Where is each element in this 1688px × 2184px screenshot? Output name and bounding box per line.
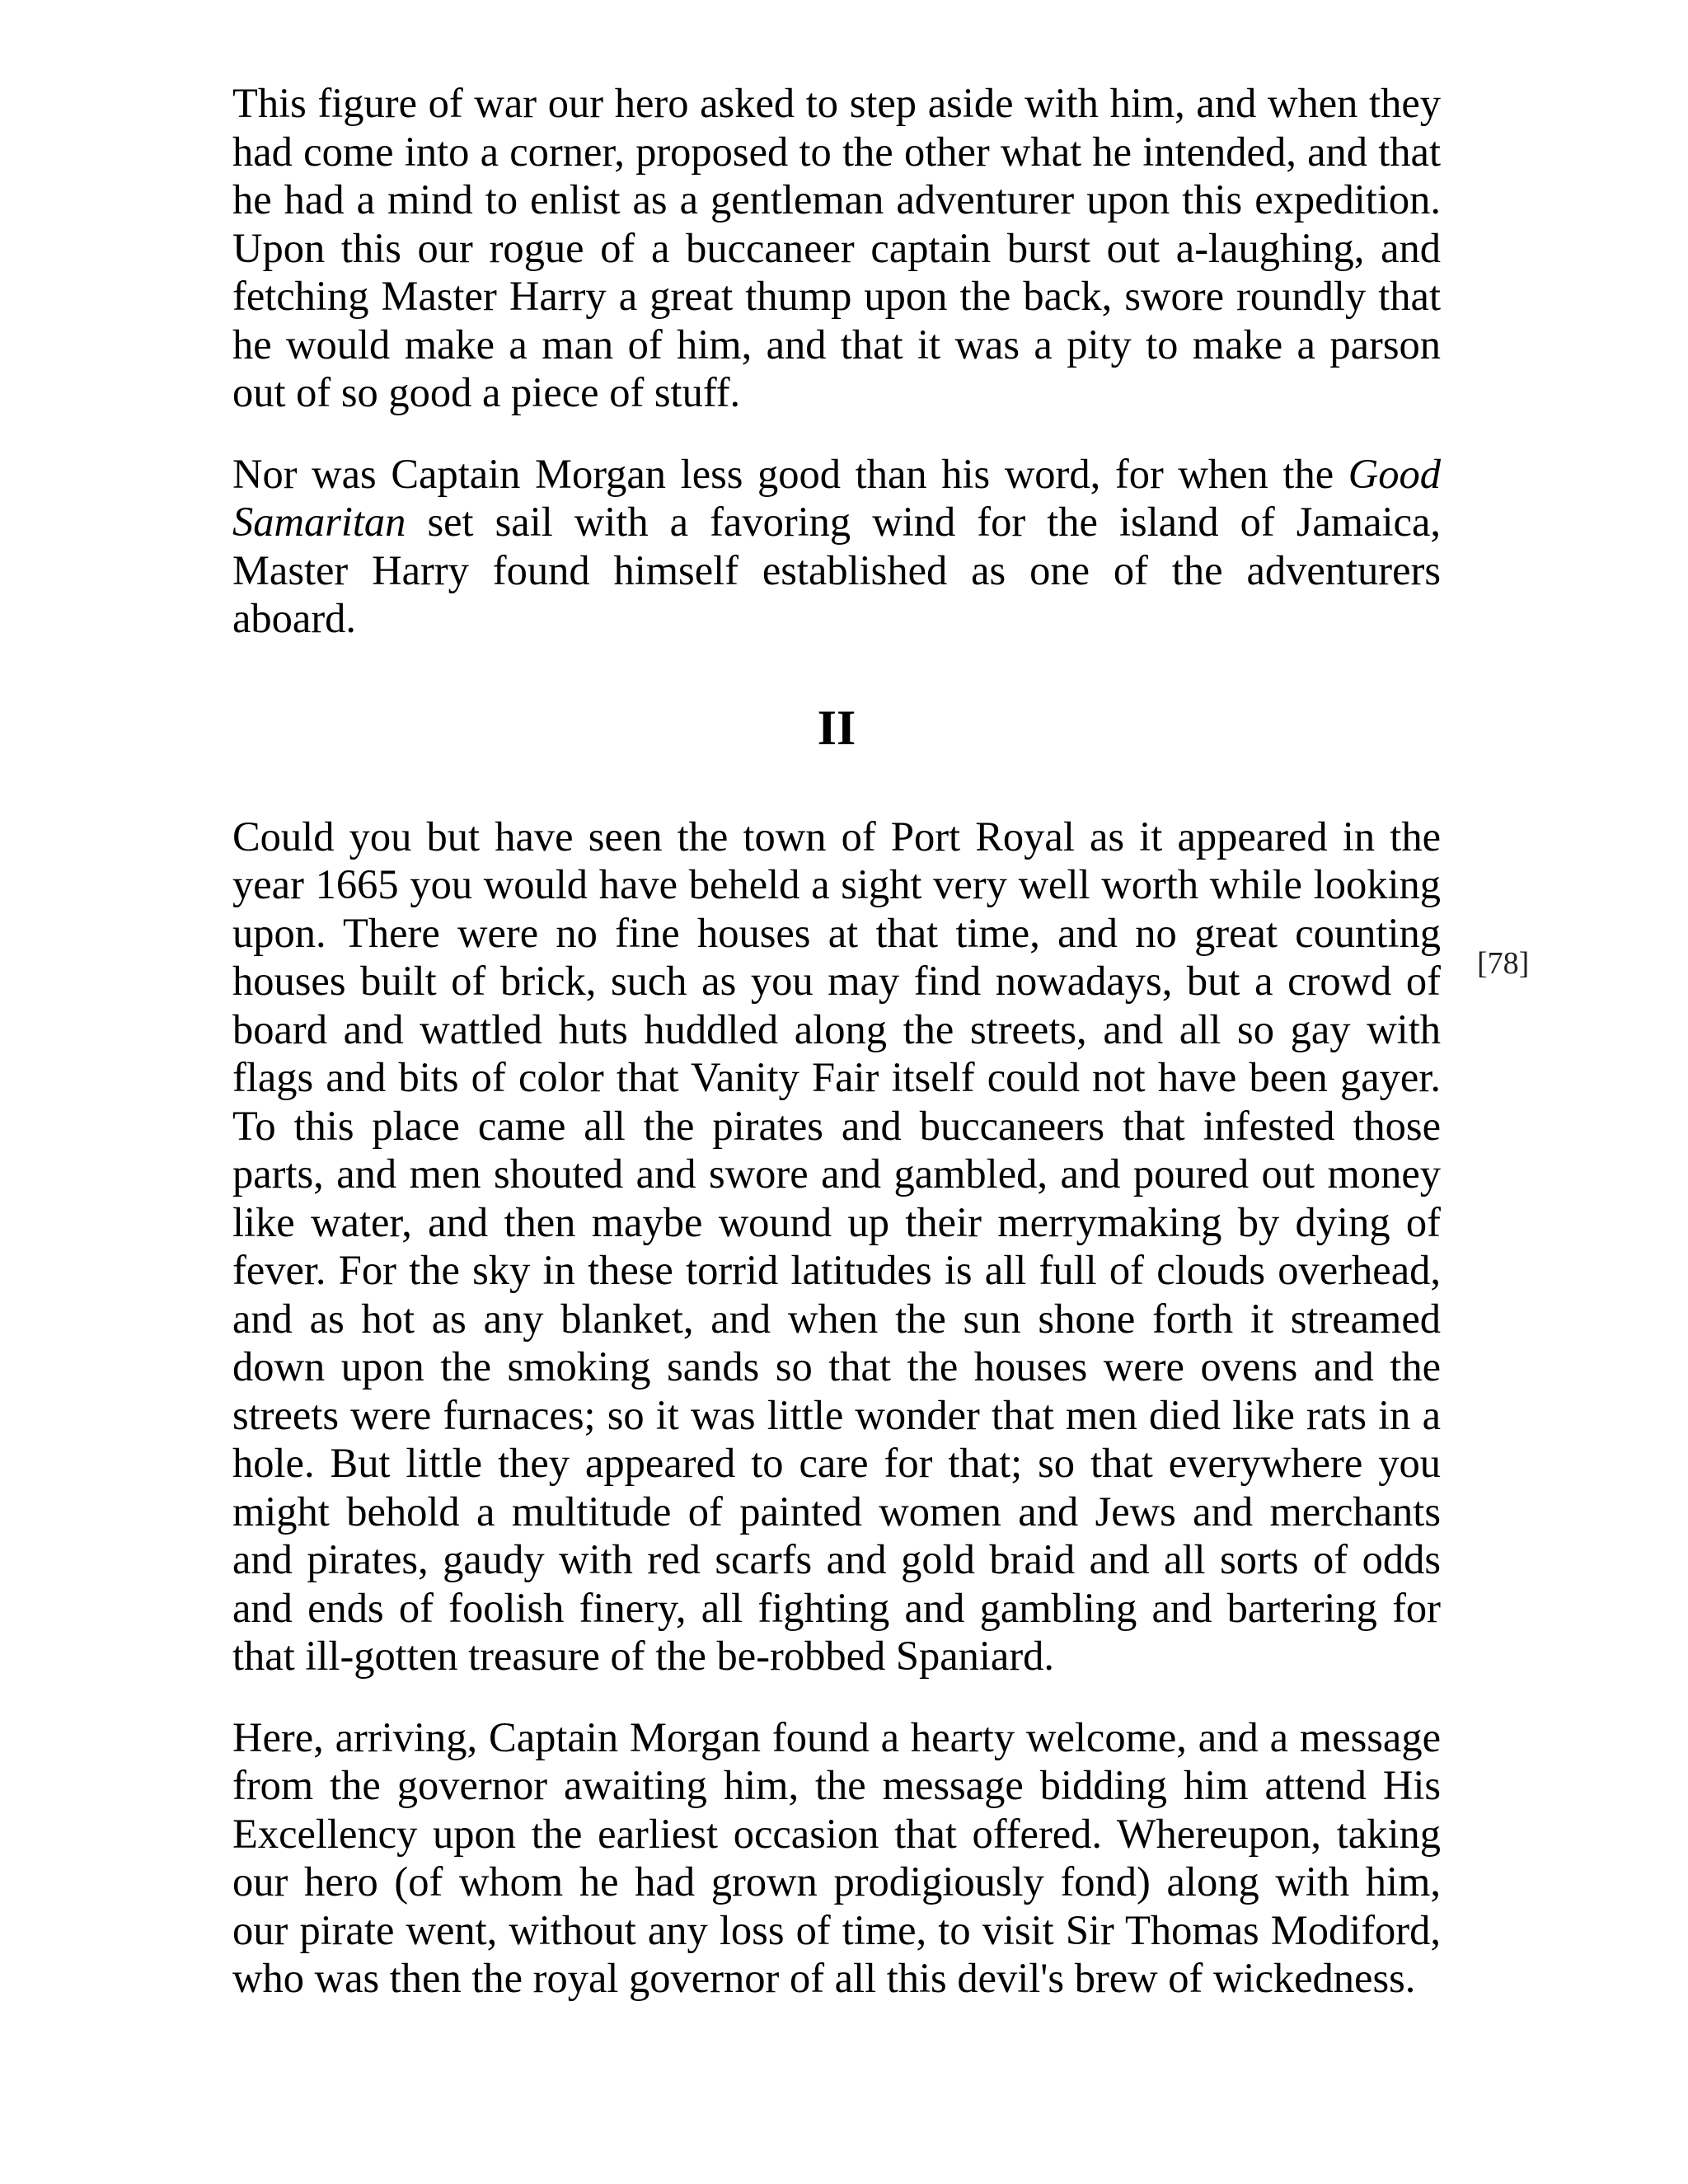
paragraph-2 [232,450,1441,643]
paragraph-3: Could you but have seen the town of Port Royal as it appeared in the year 1665 you would have beheld a sight very well worth while looking upon. There were no fine houses at that time, and no great counting houses built of brick, such as you may find nowadays, but a crowd of board and wattled huts huddled along the streets, and all so gay with flags and bits of color that Vanity Fair itself could not have been gayer. To this place came all the pirates and buccaneers that infested those parts, and men shouted and swore and gambled, and poured out money like water, and then maybe wound up their merrymaking by dying of fever. For the sky in these torrid latitudes is all full of clouds overhead, and as hot as any blanket, and when the sun shone forth it streamed down upon the smoking sands so that the houses were ovens and the streets were furnaces; so it was little wonder that men died like rats in a hole. But little they appeared to care for that; so that everywhere you might behold a multitude of painted women and Jews and merchants and pirates, gaudy with red scarfs and gold braid and all sorts of odds and ends of foolish finery, all fighting and gambling and bartering for that ill-gotten treasure of the be-robbed Spaniard. [232,813,1441,1679]
ship-name: Good Samaritan [232,450,1441,545]
page-number: [78] [1477,946,1530,981]
chapter-heading: II [817,700,856,755]
paragraph-2-text-start: Nor was Captain Morgan less good than his word, for when the [232,450,1348,497]
page-body [232,79,1441,2003]
paragraph-2-text-end: set sail with a favoring wind for the island of Jamaica, Master Harry found himself established as one of the adventurers aboard. [232,499,1441,641]
paragraph-4: Here, arriving, Captain Morgan found a hearty welcome, and a message from the governor awaiting him, the message bidding him attend His Excellency upon the earliest occasion that offered. Whereupon, taking our hero (of whom he had grown prodigiously fond) along with him, our pirate went, without any loss of time, to visit Sir Thomas Modiford, who was then the royal governor of all this devil's brew of wickedness. [232,1713,1441,2001]
paragraph-1: This figure of war our hero asked to step aside with him, and when they had come into a corner, proposed to the other what he intended, and that he had a mind to enlist as a gentleman adventurer upon this expedition. Upon this our rogue of a buccaneer captain burst out a-laughing, and fetching Master Harry a great thump upon the back, swore roundly that he would make a man of him, and that it was a pity to make a parson out of so good a piece of stuff. [232,80,1441,415]
